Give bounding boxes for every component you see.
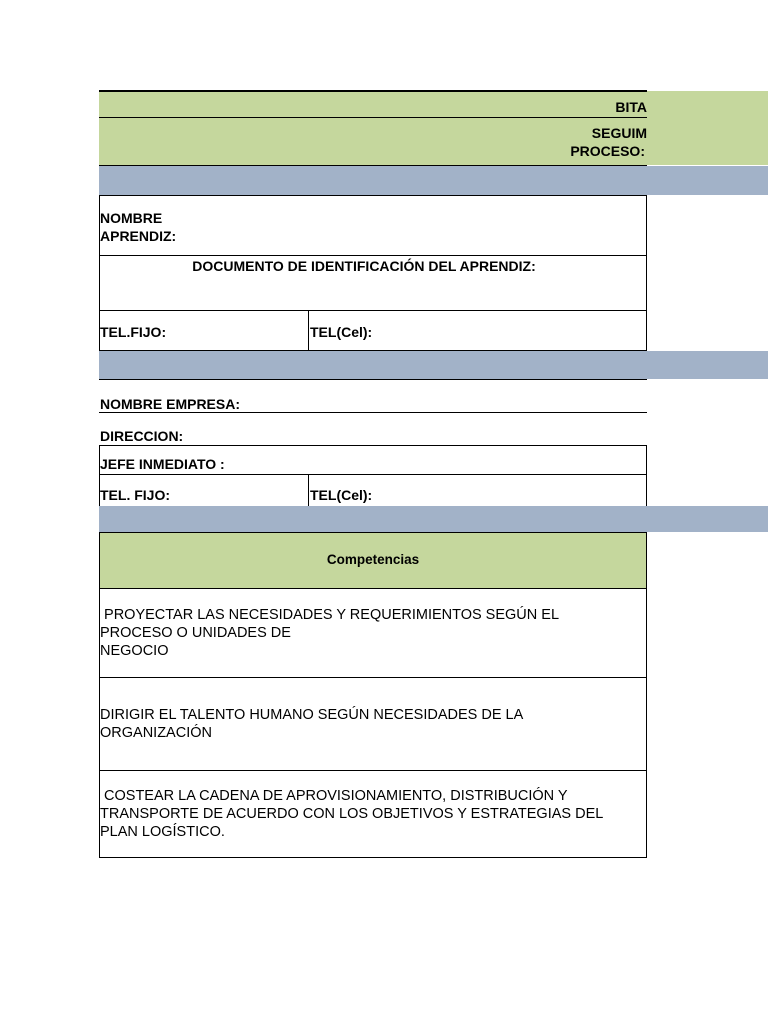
competency-text-3 bbox=[100, 787, 645, 841]
separator-1-bottom-border bbox=[99, 195, 647, 196]
competencies-header-text: Competencias bbox=[326, 552, 420, 567]
company-address-underline bbox=[99, 445, 647, 446]
separator-2-bottom-border bbox=[99, 379, 647, 380]
section-separator-1 bbox=[99, 166, 768, 195]
apprentice-cell-label: TEL(Cel): bbox=[310, 324, 373, 340]
competency-1-line3: NEGOCIO bbox=[100, 643, 169, 659]
company-phone-divider bbox=[308, 474, 309, 506]
section-separator-3 bbox=[99, 506, 768, 532]
apprentice-name-label-line1: NOMBRE bbox=[100, 210, 163, 226]
title-text: BITA bbox=[615, 99, 647, 115]
company-name-underline bbox=[99, 412, 647, 413]
title-divider bbox=[99, 117, 647, 118]
competency-1-line1: PROYECTAR LAS NECESIDADES Y REQUERIMIENTOS SEGÚN EL bbox=[100, 607, 560, 623]
competency-3-line3: PLAN LOGÍSTICO. bbox=[100, 824, 225, 840]
competency-text-2 bbox=[100, 706, 640, 742]
competency-1-line2: PROCESO O UNIDADES DE bbox=[100, 625, 291, 641]
apprentice-phone-divider bbox=[308, 310, 309, 351]
process-label: PROCESO: bbox=[570, 143, 645, 159]
company-name-label: NOMBRE EMPRESA: bbox=[100, 396, 241, 412]
company-supervisor-underline bbox=[99, 474, 647, 475]
apprentice-name-label bbox=[100, 209, 176, 245]
company-supervisor-label: JEFE INMEDIATO : bbox=[100, 456, 225, 472]
competency-2-line2: ORGANIZACIÓN bbox=[100, 725, 212, 741]
apprentice-name-bottom-border bbox=[99, 255, 647, 256]
subtitle-text: SEGUIM bbox=[591, 125, 647, 141]
section-separator-2 bbox=[99, 351, 768, 379]
company-landline-label: TEL. FIJO: bbox=[100, 487, 170, 503]
title-top-border bbox=[99, 90, 647, 92]
competency-2-line1: DIRIGIR EL TALENTO HUMANO SEGÚN NECESIDADES DE LA bbox=[100, 707, 524, 723]
company-address-label: DIRECCION: bbox=[100, 428, 184, 444]
competency-3-line1: COSTEAR LA CADENA DE APROVISIONAMIENTO, DISTRIBUCIÓN Y bbox=[100, 788, 568, 804]
apprentice-name-label-line2: APRENDIZ: bbox=[100, 228, 177, 244]
company-cell-label: TEL(Cel): bbox=[310, 487, 373, 503]
apprentice-right-border bbox=[646, 195, 647, 351]
apprentice-document-label: DOCUMENTO DE IDENTIFICACIÓN DEL APRENDIZ: bbox=[192, 258, 536, 274]
apprentice-landline-label: TEL.FIJO: bbox=[100, 324, 167, 340]
company-right-border bbox=[646, 445, 647, 506]
competency-3-line2: TRANSPORTE DE ACUERDO CON LOS OBJETIVOS Y ESTRATEGIAS DEL bbox=[100, 806, 604, 822]
competency-text-1 bbox=[100, 606, 640, 660]
apprentice-document-bottom-border bbox=[99, 310, 647, 311]
